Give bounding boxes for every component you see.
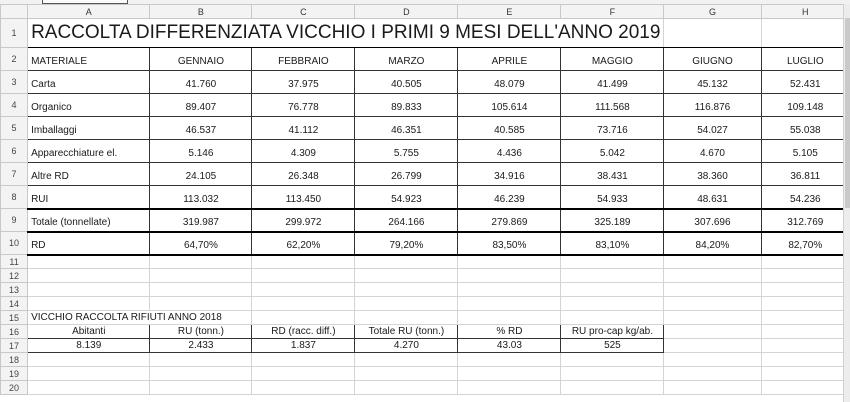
empty-cell[interactable]: [458, 381, 561, 395]
cell-value[interactable]: 264.166: [355, 209, 458, 232]
cell-value[interactable]: 40.505: [355, 71, 458, 94]
empty-cell[interactable]: [458, 311, 561, 325]
row-header-2[interactable]: 2: [1, 48, 28, 71]
empty-cell[interactable]: [252, 381, 355, 395]
cell-value[interactable]: 83,50%: [458, 232, 561, 255]
empty-cell[interactable]: [664, 283, 761, 297]
cell-value[interactable]: 279.869: [458, 209, 561, 232]
empty-cell[interactable]: [664, 255, 761, 269]
cell-value[interactable]: 55.038: [761, 117, 849, 140]
cell-value[interactable]: 111.568: [561, 94, 664, 117]
empty-cell[interactable]: [150, 255, 252, 269]
table-row-carta: [1, 71, 850, 94]
cell-value[interactable]: 5.042: [561, 140, 664, 163]
cell-value[interactable]: 83,10%: [561, 232, 664, 255]
cell-value[interactable]: 52.431: [761, 71, 849, 94]
column-header-d[interactable]: D: [355, 5, 458, 19]
empty-cell[interactable]: [761, 255, 849, 269]
empty-cell[interactable]: [761, 283, 849, 297]
empty-cell[interactable]: [355, 353, 458, 367]
empty-cell[interactable]: [28, 353, 150, 367]
row-header-19[interactable]: 19: [1, 367, 28, 381]
cell-value[interactable]: 299.972: [252, 209, 355, 232]
row-header-8[interactable]: 8: [1, 186, 28, 209]
header-giugno[interactable]: GIUGNO: [664, 48, 761, 71]
row-13: [1, 283, 850, 297]
sheet-title-cell[interactable]: RACCOLTA DIFFERENZIATA VICCHIO I PRIMI 9 MESI DELL'ANNO 2019: [28, 19, 664, 48]
cell-value[interactable]: 37.975: [252, 71, 355, 94]
cell-g1[interactable]: [664, 19, 761, 48]
empty-cell[interactable]: [252, 269, 355, 283]
cell-value[interactable]: 48.079: [458, 71, 561, 94]
row-18: [1, 353, 850, 367]
empty-cell[interactable]: [252, 297, 355, 311]
row-11: [1, 255, 850, 269]
row-label[interactable]: Apparecchiature el.: [28, 140, 150, 163]
cell-value[interactable]: 54.933: [561, 186, 664, 209]
summary-value-ru[interactable]: 2.433: [150, 339, 252, 353]
empty-cell[interactable]: [150, 353, 252, 367]
row-label[interactable]: Totale (tonnellate): [28, 209, 150, 232]
row-header-16[interactable]: 16: [1, 325, 28, 339]
header-maggio[interactable]: MAGGIO: [561, 48, 664, 71]
empty-cell[interactable]: [28, 297, 150, 311]
header-febbraio[interactable]: FEBBRAIO: [252, 48, 355, 71]
header-marzo[interactable]: MARZO: [355, 48, 458, 71]
empty-cell[interactable]: [561, 311, 664, 325]
empty-cell[interactable]: [150, 297, 252, 311]
row-1: [1, 19, 850, 48]
empty-cell[interactable]: [355, 269, 458, 283]
row-header-20[interactable]: 20: [1, 381, 28, 395]
row-header-13[interactable]: 13: [1, 283, 28, 297]
row-header-9[interactable]: 9: [1, 209, 28, 232]
column-header-g[interactable]: G: [664, 5, 761, 19]
summary-value-percent-rd[interactable]: 43.03: [458, 339, 561, 353]
row-header-12[interactable]: 12: [1, 269, 28, 283]
row-header-18[interactable]: 18: [1, 353, 28, 367]
empty-cell[interactable]: [252, 255, 355, 269]
row-header-1[interactable]: 1: [1, 19, 28, 48]
header-materiale[interactable]: MATERIALE: [28, 48, 150, 71]
empty-cell[interactable]: [664, 339, 761, 353]
empty-cell[interactable]: [664, 367, 761, 381]
empty-cell[interactable]: [561, 283, 664, 297]
cell-value[interactable]: 48.631: [664, 186, 761, 209]
empty-cell[interactable]: [561, 381, 664, 395]
cell-value[interactable]: 76.778: [252, 94, 355, 117]
cell-value[interactable]: 38.360: [664, 163, 761, 186]
cell-value[interactable]: 4.309: [252, 140, 355, 163]
cell-h1[interactable]: [761, 19, 849, 48]
cell-value[interactable]: 64,70%: [150, 232, 252, 255]
row-20: [1, 381, 850, 395]
summary-value-abitanti[interactable]: 8.139: [28, 339, 150, 353]
empty-cell[interactable]: [355, 367, 458, 381]
empty-cell[interactable]: [28, 367, 150, 381]
cell-value[interactable]: 84,20%: [664, 232, 761, 255]
empty-cell[interactable]: [761, 297, 849, 311]
row-2-header: [1, 48, 850, 71]
empty-cell[interactable]: [252, 311, 355, 325]
header-gennaio[interactable]: GENNAIO: [150, 48, 252, 71]
empty-cell[interactable]: [458, 255, 561, 269]
scrollbar-thumb[interactable]: [845, 18, 850, 208]
row-14: [1, 297, 850, 311]
table-row-rd: [1, 232, 850, 255]
cell-value[interactable]: 4.670: [664, 140, 761, 163]
row-label[interactable]: Organico: [28, 94, 150, 117]
header-luglio[interactable]: LUGLIO: [761, 48, 849, 71]
cell-value[interactable]: 34.916: [458, 163, 561, 186]
empty-cell[interactable]: [664, 325, 761, 339]
cell-value[interactable]: 46.239: [458, 186, 561, 209]
empty-cell[interactable]: [458, 283, 561, 297]
row-label[interactable]: Altre RD: [28, 163, 150, 186]
cell-value[interactable]: 45.132: [664, 71, 761, 94]
vertical-scrollbar[interactable]: [843, 4, 850, 402]
cell-value[interactable]: 40.585: [458, 117, 561, 140]
column-header-row: [1, 5, 850, 19]
cell-value[interactable]: 109.148: [761, 94, 849, 117]
empty-cell[interactable]: [761, 325, 849, 339]
cell-value[interactable]: 79,20%: [355, 232, 458, 255]
empty-cell[interactable]: [355, 311, 458, 325]
row-16-summary-headers: [1, 325, 850, 339]
row-label[interactable]: Carta: [28, 71, 150, 94]
empty-cell[interactable]: [355, 283, 458, 297]
row-header-3[interactable]: 3: [1, 71, 28, 94]
row-header-17[interactable]: 17: [1, 339, 28, 353]
row-header-6[interactable]: 6: [1, 140, 28, 163]
summary-header-abitanti[interactable]: Abitanti: [28, 325, 150, 339]
summary-header-ru-procap[interactable]: RU pro-cap kg/ab.: [561, 325, 664, 339]
summary-header-rd[interactable]: RD (racc. diff.): [252, 325, 355, 339]
cell-value[interactable]: 5.146: [150, 140, 252, 163]
summary-header-ru[interactable]: RU (tonn.): [150, 325, 252, 339]
row-label[interactable]: RUI: [28, 186, 150, 209]
cell-value[interactable]: 325.189: [561, 209, 664, 232]
cell-value[interactable]: 46.351: [355, 117, 458, 140]
cell-value[interactable]: 307.696: [664, 209, 761, 232]
row-header-10[interactable]: 10: [1, 232, 28, 255]
cell-value[interactable]: 36.811: [761, 163, 849, 186]
empty-cell[interactable]: [561, 297, 664, 311]
row-header-14[interactable]: 14: [1, 297, 28, 311]
cell-value[interactable]: 89.407: [150, 94, 252, 117]
spreadsheet-grid: [0, 4, 850, 395]
empty-cell[interactable]: [252, 367, 355, 381]
empty-cell[interactable]: [150, 381, 252, 395]
cell-value[interactable]: 5.105: [761, 140, 849, 163]
column-header-b[interactable]: B: [150, 5, 252, 19]
header-aprile[interactable]: APRILE: [458, 48, 561, 71]
row-header-5[interactable]: 5: [1, 117, 28, 140]
empty-cell[interactable]: [355, 297, 458, 311]
empty-cell[interactable]: [761, 381, 849, 395]
column-header-c[interactable]: C: [252, 5, 355, 19]
row-label[interactable]: Imballaggi: [28, 117, 150, 140]
cell-value[interactable]: 113.450: [252, 186, 355, 209]
empty-cell[interactable]: [664, 311, 761, 325]
row-15: [1, 311, 850, 325]
row-12: [1, 269, 850, 283]
cell-value[interactable]: 46.537: [150, 117, 252, 140]
empty-cell[interactable]: [561, 269, 664, 283]
empty-cell[interactable]: [355, 255, 458, 269]
cell-value[interactable]: 24.105: [150, 163, 252, 186]
cell-value[interactable]: 41.112: [252, 117, 355, 140]
row-header-15[interactable]: 15: [1, 311, 28, 325]
cell-value[interactable]: 4.436: [458, 140, 561, 163]
empty-cell[interactable]: [664, 269, 761, 283]
cell-value[interactable]: 116.876: [664, 94, 761, 117]
sheet-table: [0, 4, 850, 395]
empty-cell[interactable]: [761, 367, 849, 381]
summary-value-rd[interactable]: 1.837: [252, 339, 355, 353]
column-header-f[interactable]: F: [561, 5, 664, 19]
empty-cell[interactable]: [664, 353, 761, 367]
column-header-a[interactable]: A: [28, 5, 150, 19]
summary-value-ru-procap[interactable]: 525: [561, 339, 664, 353]
empty-cell[interactable]: [150, 283, 252, 297]
empty-cell[interactable]: [252, 353, 355, 367]
cell-value[interactable]: 54.236: [761, 186, 849, 209]
cell-value[interactable]: 26.799: [355, 163, 458, 186]
cell-value[interactable]: 73.716: [561, 117, 664, 140]
empty-cell[interactable]: [458, 269, 561, 283]
empty-cell[interactable]: [561, 353, 664, 367]
cell-value[interactable]: 54.027: [664, 117, 761, 140]
table-row-totale: [1, 209, 850, 232]
empty-cell[interactable]: [761, 311, 849, 325]
empty-cell[interactable]: [28, 381, 150, 395]
cell-value[interactable]: 312.769: [761, 209, 849, 232]
empty-cell[interactable]: [28, 283, 150, 297]
empty-cell[interactable]: [28, 255, 150, 269]
empty-cell[interactable]: [561, 367, 664, 381]
empty-cell[interactable]: [28, 269, 150, 283]
cell-value[interactable]: 89.833: [355, 94, 458, 117]
cell-value[interactable]: 41.760: [150, 71, 252, 94]
cell-value[interactable]: 5.755: [355, 140, 458, 163]
cell-value[interactable]: 38.431: [561, 163, 664, 186]
table-row-rui: [1, 186, 850, 209]
row-header-4[interactable]: 4: [1, 94, 28, 117]
row-label[interactable]: RD: [28, 232, 150, 255]
table-row-imballaggi: [1, 117, 850, 140]
cell-value[interactable]: 319.987: [150, 209, 252, 232]
empty-cell[interactable]: [150, 269, 252, 283]
summary-header-totale-ru[interactable]: Totale RU (tonn.): [355, 325, 458, 339]
cell-value[interactable]: 62,20%: [252, 232, 355, 255]
summary-header-percent-rd[interactable]: % RD: [458, 325, 561, 339]
empty-cell[interactable]: [252, 283, 355, 297]
cell-value[interactable]: 54.923: [355, 186, 458, 209]
empty-cell[interactable]: [761, 339, 849, 353]
table-row-apparecchiature: [1, 140, 850, 163]
summary-value-totale-ru[interactable]: 4.270: [355, 339, 458, 353]
select-all-corner[interactable]: [1, 5, 28, 19]
row-19: [1, 367, 850, 381]
empty-cell[interactable]: [761, 353, 849, 367]
row-header-7[interactable]: 7: [1, 163, 28, 186]
column-header-h[interactable]: H: [761, 5, 849, 19]
empty-cell[interactable]: [561, 255, 664, 269]
row-header-11[interactable]: 11: [1, 255, 28, 269]
empty-cell[interactable]: [458, 353, 561, 367]
empty-cell[interactable]: [458, 297, 561, 311]
empty-cell[interactable]: [664, 297, 761, 311]
cell-value[interactable]: 82,70%: [761, 232, 849, 255]
table-row-organico: [1, 94, 850, 117]
empty-cell[interactable]: [761, 269, 849, 283]
empty-cell[interactable]: [458, 367, 561, 381]
table-row-altre-rd: [1, 163, 850, 186]
cell-value[interactable]: 113.032: [150, 186, 252, 209]
cell-value[interactable]: 41.499: [561, 71, 664, 94]
empty-cell[interactable]: [355, 381, 458, 395]
empty-cell[interactable]: [150, 367, 252, 381]
cell-value[interactable]: 26.348: [252, 163, 355, 186]
summary-2018-title[interactable]: VICCHIO RACCOLTA RIFIUTI ANNO 2018: [28, 311, 252, 325]
row-17-summary-values: [1, 339, 850, 353]
column-header-e[interactable]: E: [458, 5, 561, 19]
empty-cell[interactable]: [664, 381, 761, 395]
cell-value[interactable]: 105.614: [458, 94, 561, 117]
